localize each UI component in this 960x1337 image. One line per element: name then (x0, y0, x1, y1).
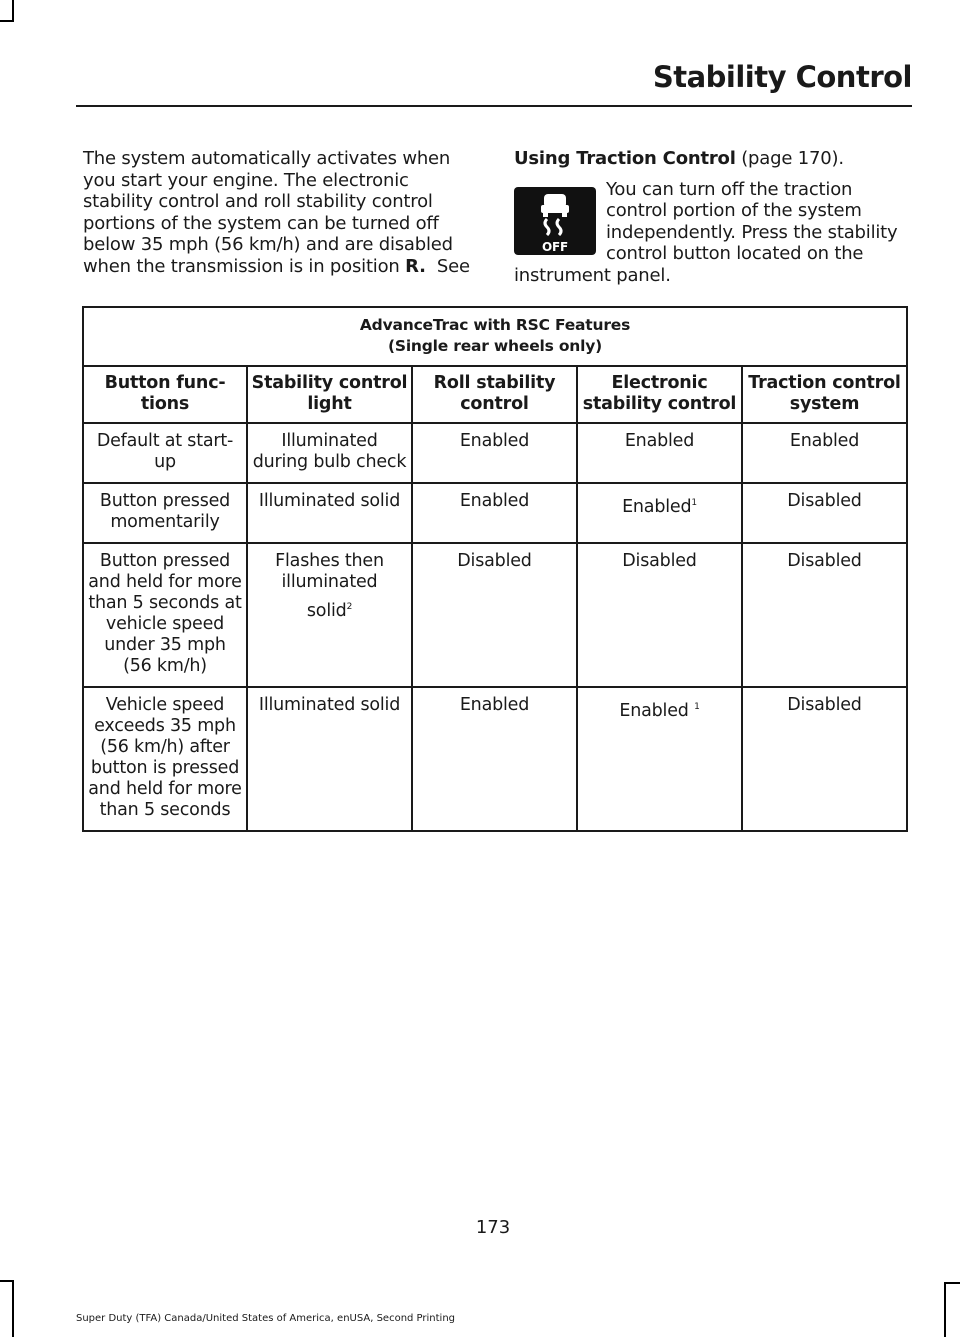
intro-left-text: The system automatically activates when you start your engine. The electronic stability control and roll stability control portions of the system can be turned off below 35 mph (56 km/h) and are disabled when the transmission is in position (83, 148, 453, 277)
table-cell: Disabled (742, 687, 907, 831)
table-cell: Enabled (412, 687, 577, 831)
table-cell: Illuminated solid (247, 483, 412, 543)
table-cell: Enabled (412, 423, 577, 483)
cell-text: Enabled (619, 701, 689, 721)
crop-mark (944, 1282, 946, 1337)
table-cell: Illuminated solid (247, 687, 412, 831)
cross-reference-page: (page 170). (741, 148, 844, 169)
table-cell (577, 687, 742, 831)
footer-text: Super Duty (TFA) Canada/United States of America, enUSA, Second Printing (76, 1313, 456, 1324)
table-cell: Enabled (577, 423, 742, 483)
page-title: Stability Control (652, 60, 912, 94)
table-caption (83, 307, 907, 366)
footnote-marker: 1 (694, 702, 700, 713)
cell-text: Enabled (622, 497, 692, 517)
table-row (83, 423, 907, 483)
table-row (83, 687, 907, 831)
intro-right-text: You can turn off the traction control portion of the system independently. Press the stability control button located on the instrument panel. (514, 178, 898, 286)
table-cell: Enabled (742, 423, 907, 483)
traction-off-icon (514, 187, 596, 255)
table-header: Electronic stability control (577, 366, 742, 423)
table-header: Traction control system (742, 366, 907, 423)
table-cell: Disabled (742, 483, 907, 543)
crop-mark (12, 0, 14, 22)
footnote-marker: 1 (691, 498, 697, 509)
icon-off-label: OFF (542, 239, 568, 254)
table-cell: Button pressed momentarily (83, 483, 247, 543)
cell-text: solid (306, 601, 347, 621)
table-row (83, 483, 907, 543)
table-title: AdvanceTrac with RSC Features (359, 316, 631, 334)
intro-left-column (83, 148, 478, 277)
table-header: Button func-tions (83, 366, 247, 423)
see-text: See (436, 255, 470, 277)
table-cell: Disabled (412, 543, 577, 687)
table-cell (247, 543, 412, 687)
header-rule (76, 105, 912, 107)
crop-mark (0, 20, 14, 22)
cell-text: Flashes then illuminated (275, 551, 384, 592)
table-row (83, 543, 907, 687)
table-subtitle: (Single rear wheels only) (387, 337, 603, 355)
table-header-row (83, 366, 907, 423)
table-cell: Vehicle speed exceeds 35 mph (56 km/h) after button is pressed and held for more than 5 seconds (83, 687, 247, 831)
crop-mark (12, 1280, 14, 1337)
features-table (82, 306, 908, 832)
intro-right-column (514, 148, 912, 286)
table-header: Stability control light (247, 366, 412, 423)
cross-reference-link[interactable]: Using Traction Control (514, 148, 736, 169)
table-header: Roll stability control (412, 366, 577, 423)
table-cell: Enabled (412, 483, 577, 543)
table-cell: Illuminated during bulb check (247, 423, 412, 483)
crop-mark (944, 1282, 960, 1284)
page-number: 173 (475, 1217, 511, 1238)
gear-position: R. (405, 255, 426, 277)
table-cell: Disabled (577, 543, 742, 687)
table-cell: Disabled (742, 543, 907, 687)
table-cell: Default at start-up (83, 423, 247, 483)
table-cell: Button pressed and held for more than 5 seconds at vehicle speed under 35 mph (56 km/h) (83, 543, 247, 687)
table-cell (577, 483, 742, 543)
footnote-marker: 2 (346, 602, 353, 613)
crop-mark (0, 1280, 14, 1282)
